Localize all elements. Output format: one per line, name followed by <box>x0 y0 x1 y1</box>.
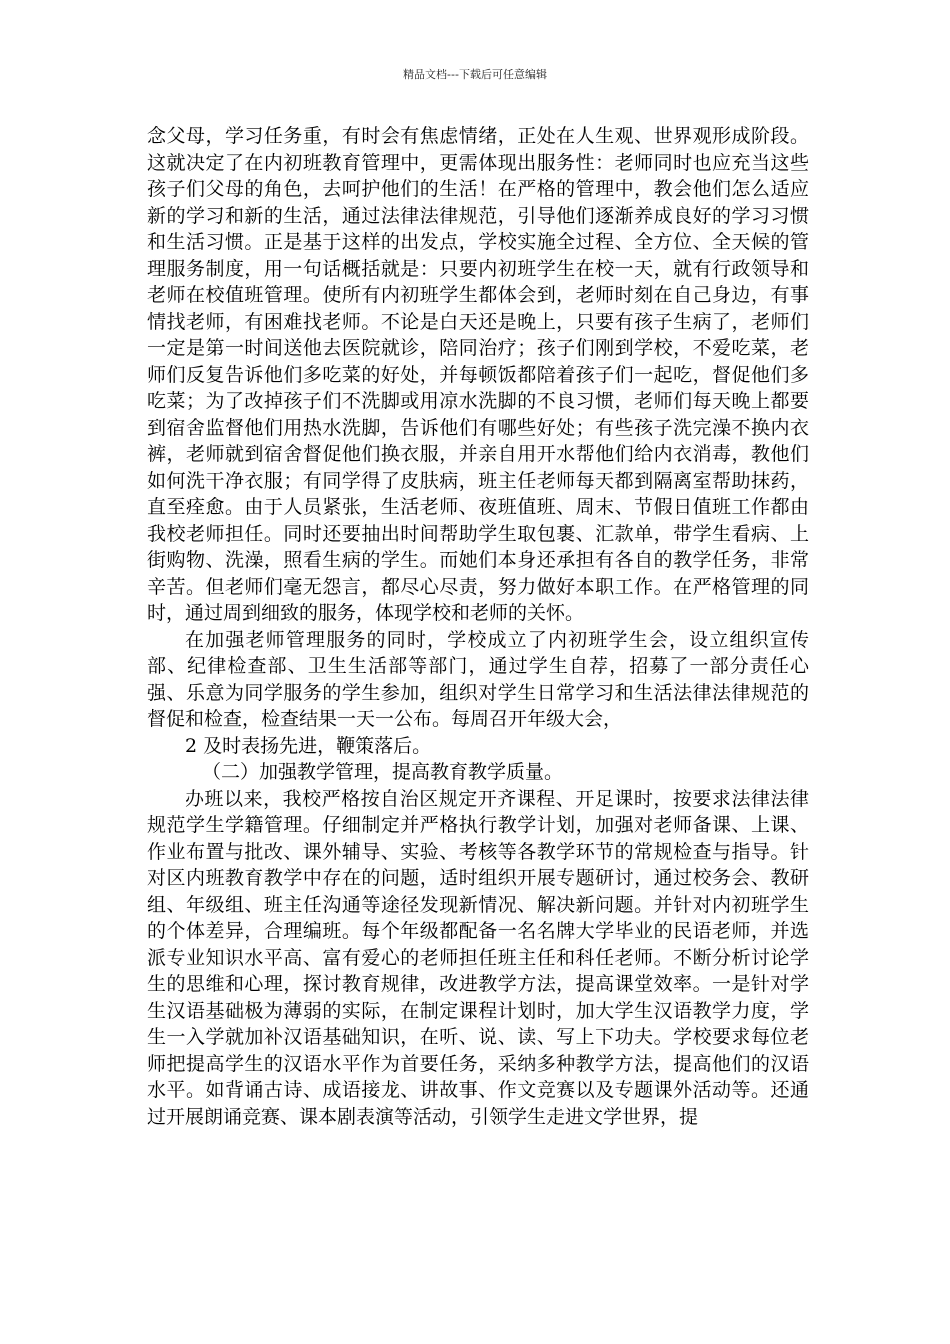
section-heading-teaching: （二）加强教学管理，提高教育教学质量。 <box>202 761 564 783</box>
paragraph-commendation: 2 及时表扬先进，鞭策落后。 <box>185 734 432 757</box>
page-header: 精品文档---下载后可任意编辑 <box>403 68 547 81</box>
paragraph-student-union: 在加强老师管理服务的同时，学校成立了内初班学生会，设立组织宣传部、纪律检查部、卫生生活部等部门，通过学生自荐，招募了一部分责任心强、乐意为同学服务的学生参加，组织对学生日常学习和生活法律法律规范的督促和检查，检查结果一天一公布。每周召开年级大会， <box>147 628 809 730</box>
document-body <box>147 123 809 1130</box>
paragraph-service-management: 念父母，学习任务重，有时会有焦虑情绪，正处在人生观、世界观形成阶段。这就决定了在内初班教育管理中，更需体现出服务性：老师同时也应充当这些孩子们父母的角色，去呵护他们的生活！在严格的管理中，教会他们怎么适应新的学习和新的生活，通过法律法律规范，引导他们逐渐养成良好的学习习惯和生活习惯。正是基于这样的出发点，学校实施全过程、全方位、全天候的管理服务制度，用一句话概括就是：只要内初班学生在校一天，就有行政领导和老师在校值班管理。使所有内初班学生都体会到，老师时刻在自己身边，有事情找老师，有困难找老师。不论是白天还是晚上，只要有孩子生病了，老师们一定是第一时间送他去医院就诊，陪同治疗；孩子们刚到学校，不爱吃菜，老师们反复告诉他们多吃菜的好处，并每顿饭都陪着孩子们一起吃，督促他们多吃菜；为了改掉孩子们不洗脚或用凉水洗脚的不良习惯，老师们每天晚上都要到宿舍监督他们用热水洗脚，告诉他们有哪些好处；有些孩子洗完澡不换内衣裤，老师就到宿舍督促他们换衣服，并亲自用开水帮他们给内衣消毒，教他们如何洗干净衣服；有同学得了皮肤病，班主任老师每天都到隔离室帮助抹药，直至痊愈。由于人员紧张，生活老师、夜班值班、周末、节假日值班工作都由我校老师担任。同时还要抽出时间帮助学生取包裹、汇款单，带学生看病、上街购物、洗澡，照看生病的学生。而她们本身还承担有各自的教学任务，非常辛苦。但老师们毫无怨言，都尽心尽责，努力做好本职工作。在严格管理的同时，通过周到细致的服务，体现学校和老师的关怀。 <box>147 125 809 624</box>
paragraph-teaching-management: 办班以来，我校严格按自治区规定开齐课程、开足课时，按要求法律法律规范学生学籍管理。仔细制定并严格执行教学计划，加强对老师备课、上课、作业布置与批改、课外辅导、实验、考核等各教学环节的常规检查与指导。针对区内班教育教学中存在的问题，适时组织开展专题研讨，通过校务会、教研组、年级组、班主任沟通等途径发现新情况、解决新问题。并针对内初班学生的个体差异，合理编班。每个年级都配备一名名牌大学毕业的民语老师，并选派专业知识水平高、富有爱心的老师担任班主任和科任老师。不断分析讨论学生的思维和心理，探讨教育规律，改进教学方法，提高课堂效率。一是针对学生汉语基础极为薄弱的实际，在制定课程计划时，加大学生汉语教学力度，学生一入学就加补汉语基础知识，在听、说、读、写上下功夫。学校要求每位老师把提高学生的汉语水平作为首要任务，采纳多种教学方法，提高他们的汉语水平。如背诵古诗、成语接龙、讲故事、作文竞赛以及专题课外活动等。还通过开展朗诵竞赛、课本剧表演等活动，引领学生走进文学世界，提 <box>147 787 809 1128</box>
